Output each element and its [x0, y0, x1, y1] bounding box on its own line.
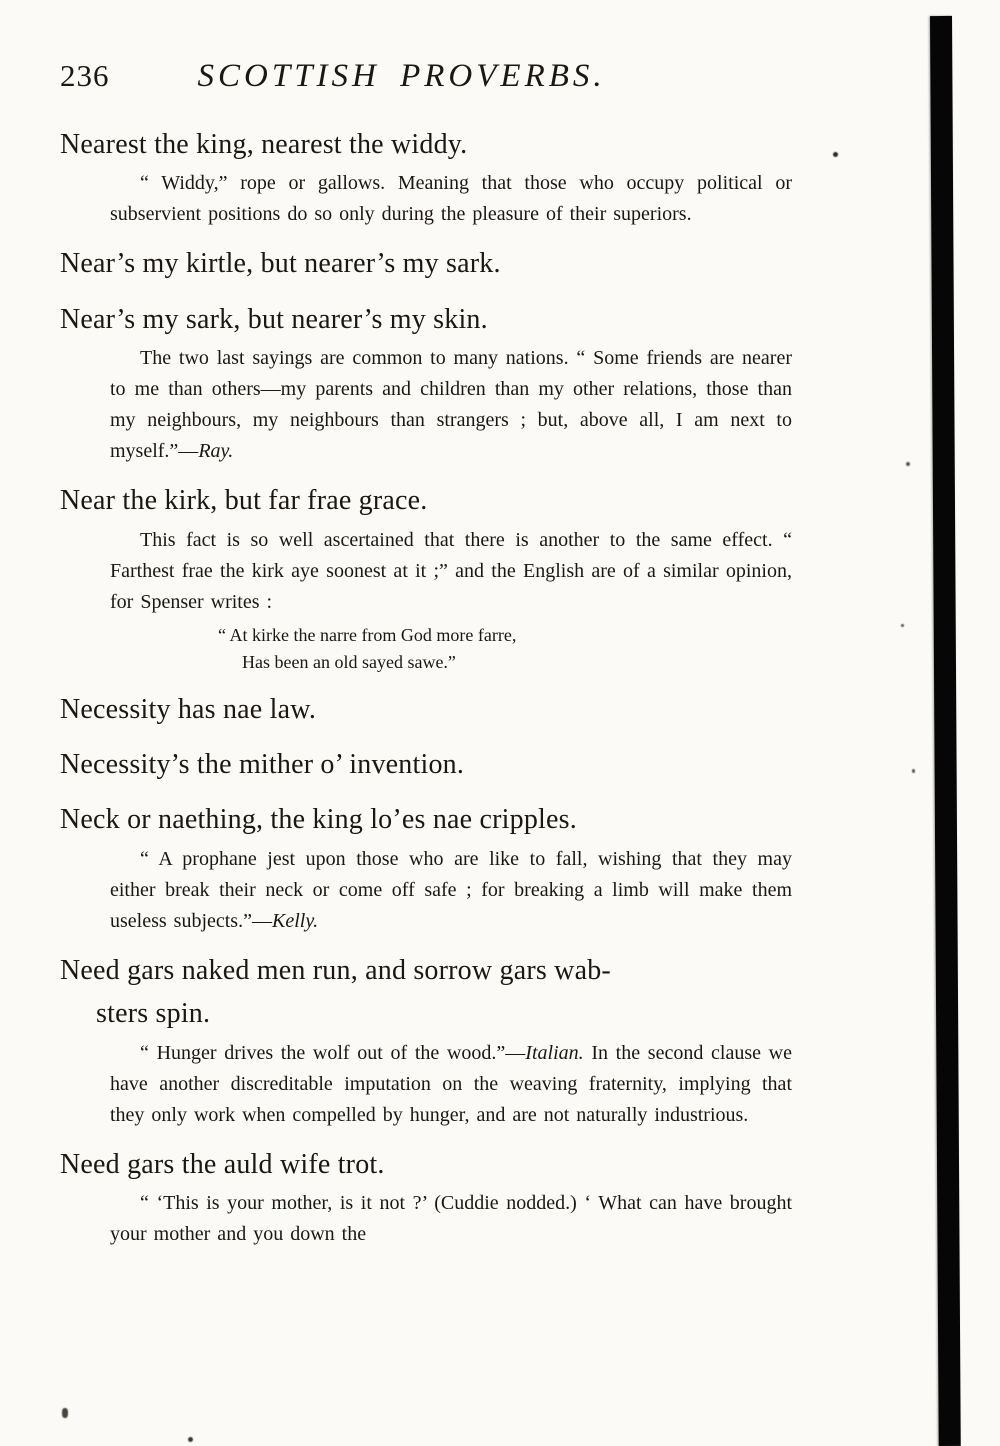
- note-text: The two last sayings are common to many nations. “ Some friends are nearer to me than others—my parents and children than my other relations, those than my neighbours, my neighbours than strangers ; but, above all, I am next to myself.”—: [110, 347, 792, 463]
- proverb-heading: Near the kirk, but far frae grace.: [60, 485, 428, 517]
- note-text: In the second clause we have another discreditable imputation on the weaving fraternity, implying that they only work when compelled by hunger, and are not naturally industrious.: [110, 1041, 792, 1126]
- proverb-note: [110, 343, 792, 467]
- verse-line: Has been an old sayed sawe.”: [242, 651, 456, 672]
- proverb-entry: [60, 1143, 805, 1250]
- book-binding-shadow: [930, 16, 961, 1446]
- proverb-note: “ Widdy,” rope or gallows. Meaning that those who occupy political or subservient positions do so only during the pleasure of their superiors.: [110, 172, 792, 226]
- proverb-entry: [60, 479, 805, 675]
- note-text: “ A prophane jest upon those who are like to fall, wishing that they may either break their neck or come off safe ; for breaking a limb will make them useless subjects.”—: [110, 847, 792, 932]
- scan-speck: [833, 152, 838, 157]
- note-attribution: Kelly.: [271, 909, 319, 932]
- proverb-heading: Neck or naething, the king lo’es nae cripples.: [60, 804, 577, 836]
- verse-line: “ At kirke the narre from God more farre,: [218, 624, 517, 645]
- note-text: “ Hunger drives the wolf out of the wood.”—: [140, 1041, 526, 1064]
- scan-speck: [912, 769, 915, 773]
- note-attribution: Italian.: [525, 1041, 584, 1064]
- scan-speck: [906, 462, 910, 466]
- proverb-entry: [60, 949, 805, 1131]
- proverb-entry: [60, 298, 805, 467]
- proverb-heading: Nearest the king, nearest the widdy.: [60, 129, 468, 160]
- scan-speck: [188, 1437, 193, 1442]
- proverb-entry: [60, 242, 805, 285]
- proverb-entry: [60, 798, 805, 936]
- proverb-entry: [60, 123, 805, 230]
- proverb-heading: Near’s my kirtle, but nearer’s my sark.: [60, 248, 501, 280]
- proverb-line: sters spin.: [96, 998, 211, 1030]
- proverb-entry: [60, 688, 805, 731]
- proverb-note: [110, 844, 792, 937]
- page-title: SCOTTISH PROVERBS.: [197, 58, 606, 94]
- verse-quote: [218, 622, 805, 676]
- note-attribution: Ray.: [198, 440, 234, 463]
- proverb-heading: Need gars the auld wife trot.: [60, 1148, 385, 1180]
- proverb-heading: [60, 949, 805, 1036]
- proverb-heading: Near’s my sark, but nearer’s my skin.: [60, 303, 488, 335]
- proverb-heading: Necessity’s the mither o’ invention.: [60, 748, 465, 780]
- proverb-heading: Necessity has nae law.: [60, 693, 317, 725]
- scan-speck: [62, 1408, 68, 1418]
- page-header: [60, 58, 805, 95]
- proverb-note: This fact is so well ascertained that there is another to the same effect. “ Farthest frae the kirk aye soonest at it ;” and the English are of a similar opinion, for Spenser writes :: [110, 528, 792, 613]
- page-number: 236: [60, 58, 110, 93]
- proverb-note: “ ‘This is your mother, is it not ?’ (Cuddie nodded.) ‘ What can have brought your mother and you down the: [110, 1191, 792, 1245]
- proverb-note: [110, 1038, 792, 1131]
- scan-speck: [901, 624, 904, 627]
- proverb-line: Need gars naked men run, and sorrow gars wab-: [60, 954, 611, 986]
- proverb-entry: [60, 743, 805, 786]
- book-page: [60, 58, 805, 1254]
